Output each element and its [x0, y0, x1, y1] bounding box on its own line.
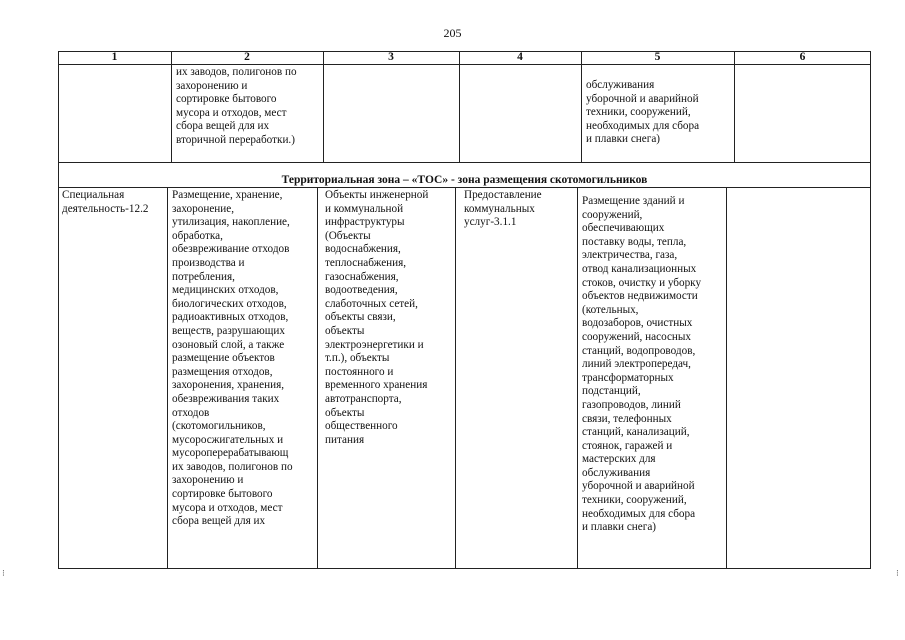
column-header-4: 4	[517, 51, 523, 63]
zone-title: Территориальная зона – «ТОС» - зона размещения скотомогильников	[281, 174, 648, 186]
zoning-table	[58, 51, 871, 569]
column-header-2: 2	[244, 51, 250, 63]
main-row-col5: Размещение зданий и сооружений, обеспечивающих поставку воды, тепла, электричества, газа, отвод канализационных стоков, очистку и уборку объектов недвижимости (котельных, водозаборов, очистных сооружений, насосных станций, водопроводов, линий электропередач, трансформаторных подстанций, газопроводов, линий связи, телефонных станций, канализаций, стоянок, гаражей и мастерских для обслуживания уборочной и аварийной техники, сооружений, необходимых для сбора и плавки снега)	[582, 195, 702, 534]
top-row-col2: их заводов, полигонов по захоронению и сортировке бытового мусора и отходов, мест сбора вещей для их вторичной переработки.)	[176, 66, 297, 146]
scan-edge-mark-left: ⁝	[2, 568, 5, 578]
column-header-3: 3	[388, 51, 394, 63]
col-rule-1b	[167, 187, 168, 569]
table-border-left	[58, 51, 59, 569]
col-rule-3b	[455, 187, 456, 569]
main-row-col2: Размещение, хранение, захоронение, утилизация, накопление, обработка, обезвреживание отходов производства и потребления, медицинских отходов, биологических отходов, радиоактивных отходов, веществ, разрушающих озоновый слой, а также размещение объектов размещения отходов, захоронения, хранения, обезвреживания таких отходов (скотомогильников, мусоросжигательных и мусороперерабатывающ их заводов, полигонов по захоронению и сортировке бытового мусора и отходов, мест сбора вещей для их	[172, 189, 293, 528]
main-row-col3: Объекты инженерной и коммунальной инфраструктуры (Объекты водоснабжения, теплоснабжения, газоснабжения, водоотведения, слаботочных сетей, объекты связи, объекты электроэнергетики и т.п.), объекты постоянного и временного хранения автотранспорта, объекты общественного питания	[325, 189, 429, 446]
main-row-col1: Специальная деятельность-12.2	[62, 189, 149, 215]
table-border-right	[870, 51, 871, 569]
page-number: 205	[443, 26, 462, 40]
top-row-col5: обслуживания уборочной и аварийной техники, сооружений, необходимых для сбора и плавки снега)	[586, 79, 700, 146]
header-rule	[58, 64, 871, 65]
table-border-bottom	[58, 568, 871, 569]
col-rule-5	[734, 51, 735, 162]
col-rule-4	[581, 51, 582, 162]
main-row-col4: Предоставление коммунальных услуг-3.1.1	[464, 189, 542, 229]
col-rule-2b	[317, 187, 318, 569]
col-rule-1	[171, 51, 172, 162]
col-rule-2	[323, 51, 324, 162]
col-rule-4b	[577, 187, 578, 569]
zone-top-rule	[58, 162, 871, 163]
col-rule-3	[459, 51, 460, 162]
col-rule-5b	[726, 187, 727, 569]
column-header-1: 1	[111, 51, 118, 63]
zone-bottom-rule	[58, 187, 871, 188]
column-header-5: 5	[654, 51, 661, 63]
column-header-6: 6	[799, 51, 806, 63]
scan-edge-mark-right: ⁝	[896, 568, 899, 578]
